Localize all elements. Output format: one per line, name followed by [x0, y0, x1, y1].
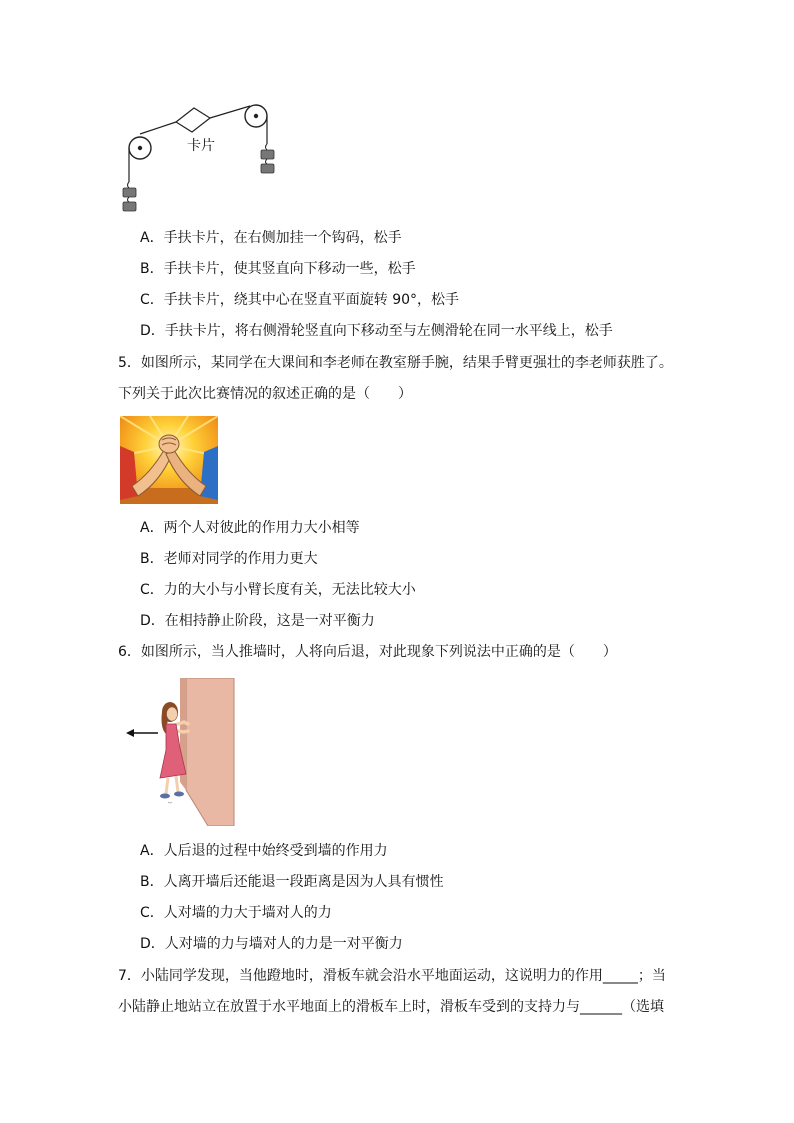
card-shape — [176, 108, 210, 132]
arm-wrestling-image — [120, 416, 218, 504]
q7-stem-line2: 小陆静止地站立在放置于水平地面上的滑板车上时，滑板车受到的支持力与______（选填 — [118, 999, 664, 1015]
q6-stem: 6．如图所示，当人推墙时，人将向后退，对此现象下列说法中正确的是（ ） — [118, 644, 617, 660]
pulley-card-figure — [118, 96, 288, 218]
wall — [186, 678, 234, 826]
q4-option-d: D．手扶卡片，将右侧滑轮竖直向下移动至与左侧滑轮在同一水平线上，松手 — [140, 323, 613, 339]
right-weights — [261, 144, 274, 173]
q5-option-a: A．两个人对彼此的作用力大小相等 — [140, 520, 360, 536]
card-label: 卡片 — [187, 138, 215, 154]
q4-option-c: C．手扶卡片，绕其中心在竖直平面旋转 90°，松手 — [140, 292, 460, 308]
q5-option-b: B．老师对同学的作用力更大 — [140, 551, 318, 567]
left-weights — [123, 182, 136, 211]
q7-stem-line1: 7．小陆同学发现，当他蹬地时，滑板车就会沿水平地面运动，这说明力的作用_____；当 — [118, 968, 666, 984]
q5-option-c: C．力的大小与小臂长度有关，无法比较大小 — [140, 582, 416, 598]
q6-option-a: A．人后退的过程中始终受到墙的作用力 — [140, 843, 388, 859]
person-pushing-wall-image — [124, 678, 236, 826]
left-arrow-icon — [126, 729, 158, 737]
q5-stem-line1: 5．如图所示，某同学在大课间和李老师在教室掰手腕，结果手臂更强壮的李老师获胜了。 — [118, 355, 673, 371]
q4-option-b: B．手扶卡片，使其竖直向下移动一些，松手 — [140, 261, 416, 277]
q6-option-b: B．人离开墙后还能退一段距离是因为人具有惯性 — [140, 874, 444, 890]
q4-option-a: A．手扶卡片，在右侧加挂一个钩码，松手 — [140, 230, 402, 246]
q6-option-c: C．人对墙的力大于墙对人的力 — [140, 905, 332, 921]
q5-option-d: D．在相持静止阶段，这是一对平衡力 — [140, 613, 375, 629]
q6-option-d: D．人对墙的力与墙对人的力是一对平衡力 — [140, 936, 403, 952]
q5-stem-line2: 下列关于此次比赛情况的叙述正确的是（ ） — [118, 386, 412, 402]
